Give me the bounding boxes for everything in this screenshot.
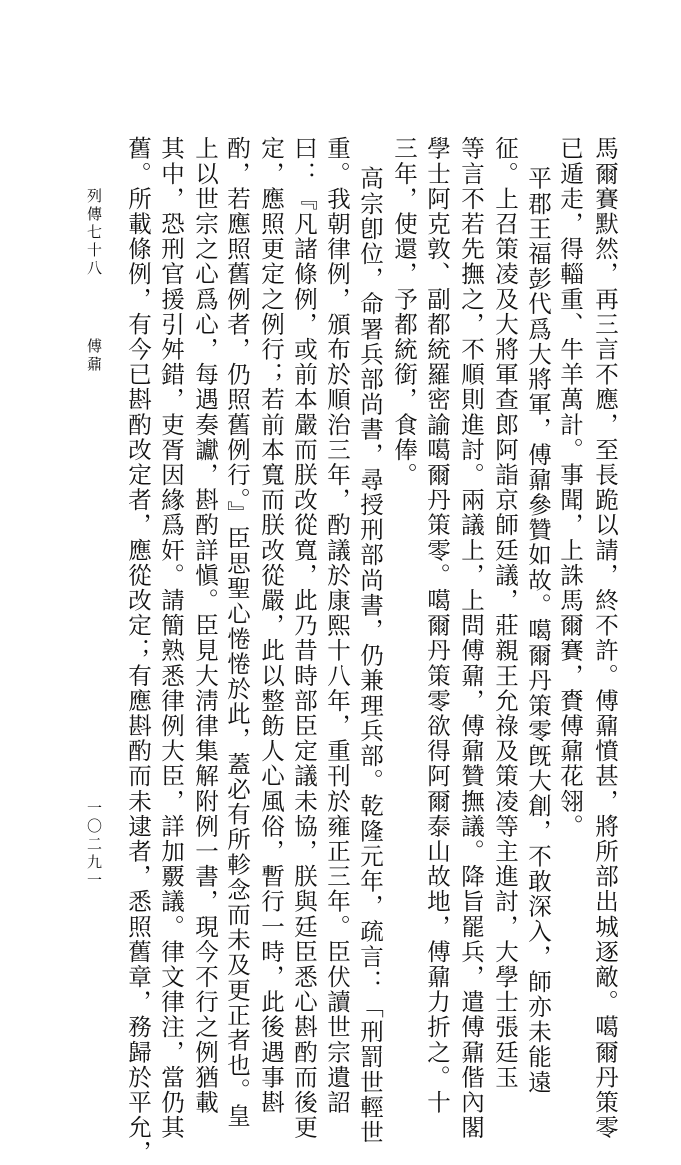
text-column: 等言不若先撫之，不順則進討。兩議上，上問傅鼐，傅鼐贊撫議。降旨罷兵，遣傅鼐偕內閣: [457, 136, 485, 1140]
text-column: 三年，使還，予都統銜，食俸。: [390, 136, 418, 488]
text-column: 重。我朝律例，頒布於順治三年，酌議於康熙十八年，重刊於雍正三年。臣伏讀世宗遺詔: [323, 136, 351, 1115]
text-column: 已遁走，得輜重、牛羊萬計。事聞，上誅馬爾賽，賚傅鼐花翎。: [556, 136, 584, 839]
text-column: 征。上召策凌及大將軍查郎阿詣京師廷議，莊親王允祿及策凌等主進討，大學士張廷玉: [491, 136, 519, 1090]
footer-person: 傅鼐: [85, 338, 103, 374]
text-column: 曰：『凡諸條例，或前本嚴而朕改從寬，此乃昔時部臣定議未協，朕與廷臣悉心斟酌而後更: [290, 136, 318, 1140]
text-column: 舊。所載條例，有今已斟酌改定者，應從改定；有應斟酌而未逮者，悉照舊章，務歸於平允，: [124, 136, 152, 1165]
text-column: 酌，若應照舊例者，仍照舊例行。』臣思聖心惓惓於此，蓋必有所軫念而未及更正者也。皇: [223, 136, 251, 1129]
text-column: 學士阿克敦、副都統羅密諭噶爾丹策零。噶爾丹策零欲得阿爾泰山故地，傅鼐力折之。十: [423, 136, 451, 1115]
text-column: 高宗卽位，命署兵部尚書，尋授刑部尚書，仍兼理兵部。乾隆元年，疏言：「刑罰世輕世: [356, 166, 384, 1145]
footer-chapter: 列傳七十八: [85, 188, 103, 278]
text-column: 平郡王福彭代爲大將軍，傅鼐參贊如故。噶爾丹策零旣大創，不敢深入，師亦未能遠: [524, 166, 552, 1095]
text-column: 其中，恐刑官援引舛錯，吏胥因緣爲奸。請簡熟悉律例大臣，詳加覈議。律文律注，當仍其: [157, 136, 185, 1140]
text-column: 上以世宗之心爲心，每遇奏讞，斟酌詳愼。臣見大淸律集解附例一書，現今不行之例猶載: [191, 136, 219, 1115]
footer-page-number: 一〇二九一: [85, 800, 103, 890]
text-column: 定，應照更定之例行；若前本寬而朕改從嚴，此以整飭人心風俗，暫行一時，此後遇事斟: [257, 136, 285, 1115]
text-column: 馬爾賽默然，再三言不應，至長跪以請，終不許。傅鼐憤甚，將所部出城逐敵。噶爾丹策零: [591, 136, 619, 1140]
